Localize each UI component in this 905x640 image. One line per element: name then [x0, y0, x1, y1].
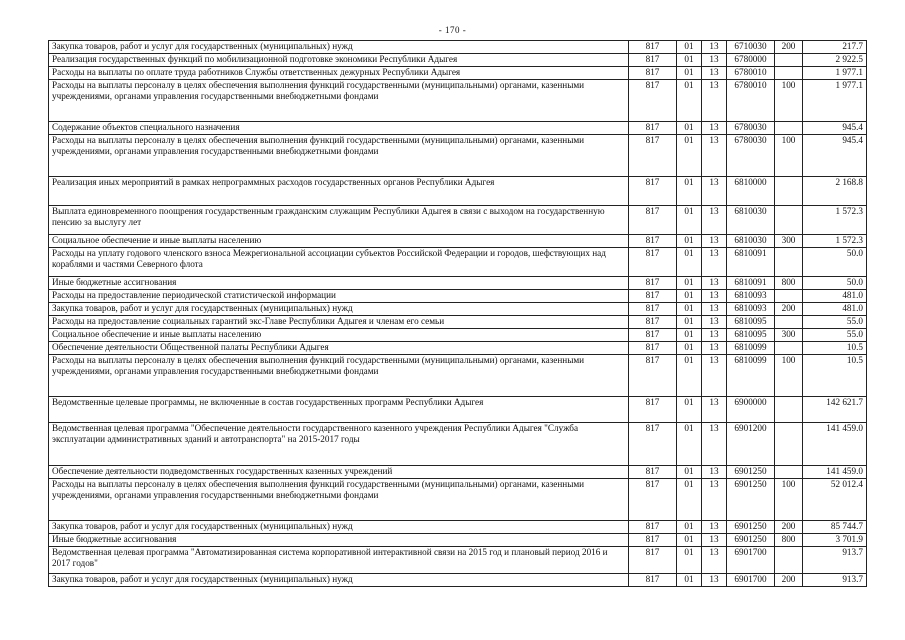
- table-row: [49, 342, 867, 355]
- section-code-cell: 01: [677, 67, 702, 80]
- subsection-code-cell: 13: [702, 423, 727, 466]
- amount-cell: 1 977.1: [803, 67, 867, 80]
- section-code-cell: 01: [677, 248, 702, 277]
- section-code-cell: 01: [677, 397, 702, 423]
- subsection-code-cell: 13: [702, 177, 727, 206]
- table-row: [49, 41, 867, 54]
- ministry-code-cell: 817: [629, 67, 677, 80]
- ministry-code-cell: 817: [629, 54, 677, 67]
- ministry-code-cell: 817: [629, 277, 677, 290]
- section-code-cell: 01: [677, 574, 702, 587]
- amount-cell: 1 977.1: [803, 80, 867, 122]
- section-code-cell: 01: [677, 521, 702, 534]
- expense-type-cell: 300: [775, 235, 803, 248]
- section-code-cell: 01: [677, 316, 702, 329]
- amount-cell: 945.4: [803, 135, 867, 177]
- table-row: [49, 235, 867, 248]
- table-row: [49, 547, 867, 574]
- amount-cell: 1 572.3: [803, 235, 867, 248]
- section-code-cell: 01: [677, 277, 702, 290]
- expense-type-cell: 800: [775, 277, 803, 290]
- ministry-code-cell: 817: [629, 355, 677, 397]
- item-name-cell: Расходы на выплаты персоналу в целях обеспечения выполнения функций государственными (муниципальными) органами, казенными учреждениями, органами управления государственными внебюджетными фондами: [49, 355, 629, 397]
- table-row: [49, 54, 867, 67]
- item-name-cell: Закупка товаров, работ и услуг для государственных (муниципальных) нужд: [49, 303, 629, 316]
- item-name-cell: Содержание объектов специального назначения: [49, 122, 629, 135]
- section-code-cell: 01: [677, 41, 702, 54]
- subsection-code-cell: 13: [702, 479, 727, 521]
- subsection-code-cell: 13: [702, 355, 727, 397]
- expense-type-cell: [775, 248, 803, 277]
- amount-cell: 913.7: [803, 547, 867, 574]
- item-name-cell: Обеспечение деятельности подведомственных государственных казенных учреждений: [49, 466, 629, 479]
- target-article-cell: 6901700: [727, 574, 775, 587]
- page-number: - 170 -: [438, 25, 467, 35]
- item-name-cell: Расходы на выплаты персоналу в целях обеспечения выполнения функций государственными (муниципальными) органами, казенными учреждениями, органами управления государственными внебюджетными фондами: [49, 80, 629, 122]
- amount-cell: 10.5: [803, 342, 867, 355]
- subsection-code-cell: 13: [702, 206, 727, 235]
- subsection-code-cell: 13: [702, 574, 727, 587]
- item-name-cell: Выплата единовременного поощрения государственным гражданским служащим Республики Адыгея в связи с выходом на государственную пенсию за выслугу лет: [49, 206, 629, 235]
- table-row: [49, 122, 867, 135]
- expense-type-cell: [775, 122, 803, 135]
- amount-cell: 481.0: [803, 290, 867, 303]
- section-code-cell: 01: [677, 206, 702, 235]
- item-name-cell: Обеспечение деятельности Общественной палаты Республики Адыгея: [49, 342, 629, 355]
- section-code-cell: 01: [677, 534, 702, 547]
- ministry-code-cell: 817: [629, 397, 677, 423]
- subsection-code-cell: 13: [702, 54, 727, 67]
- ministry-code-cell: 817: [629, 206, 677, 235]
- expense-type-cell: 100: [775, 355, 803, 397]
- subsection-code-cell: 13: [702, 290, 727, 303]
- expense-type-cell: [775, 290, 803, 303]
- subsection-code-cell: 13: [702, 316, 727, 329]
- table-body: [49, 41, 867, 587]
- ministry-code-cell: 817: [629, 342, 677, 355]
- table-row: [49, 423, 867, 466]
- expense-type-cell: [775, 206, 803, 235]
- target-article-cell: 6780010: [727, 80, 775, 122]
- item-name-cell: Расходы на уплату годового членского взноса Межрегиональной ассоциации субъектов Российской Федерации и городов, шефствующих над кораблями и частями Северного флота: [49, 248, 629, 277]
- table-row: [49, 135, 867, 177]
- expense-type-cell: 100: [775, 479, 803, 521]
- subsection-code-cell: 13: [702, 534, 727, 547]
- ministry-code-cell: 817: [629, 329, 677, 342]
- expense-type-cell: [775, 547, 803, 574]
- amount-cell: 913.7: [803, 574, 867, 587]
- target-article-cell: 6710030: [727, 41, 775, 54]
- subsection-code-cell: 13: [702, 521, 727, 534]
- target-article-cell: 6780030: [727, 122, 775, 135]
- subsection-code-cell: 13: [702, 67, 727, 80]
- ministry-code-cell: 817: [629, 80, 677, 122]
- expense-type-cell: [775, 67, 803, 80]
- ministry-code-cell: 817: [629, 290, 677, 303]
- item-name-cell: Социальное обеспечение и иные выплаты населению: [49, 329, 629, 342]
- item-name-cell: Закупка товаров, работ и услуг для государственных (муниципальных) нужд: [49, 521, 629, 534]
- table-row: [49, 277, 867, 290]
- target-article-cell: 6810093: [727, 303, 775, 316]
- expense-type-cell: 200: [775, 303, 803, 316]
- subsection-code-cell: 13: [702, 122, 727, 135]
- table-row: [49, 466, 867, 479]
- table-row: [49, 521, 867, 534]
- ministry-code-cell: 817: [629, 316, 677, 329]
- target-article-cell: 6780000: [727, 54, 775, 67]
- target-article-cell: 6780010: [727, 67, 775, 80]
- expense-type-cell: 800: [775, 534, 803, 547]
- table-row: [49, 329, 867, 342]
- item-name-cell: Расходы на выплаты персоналу в целях обеспечения выполнения функций государственными (муниципальными) органами, казенными учреждениями, органами управления государственными внебюджетными фондами: [49, 135, 629, 177]
- section-code-cell: 01: [677, 303, 702, 316]
- target-article-cell: 6810030: [727, 206, 775, 235]
- ministry-code-cell: 817: [629, 135, 677, 177]
- target-article-cell: 6810095: [727, 329, 775, 342]
- expense-type-cell: 100: [775, 135, 803, 177]
- target-article-cell: 6900000: [727, 397, 775, 423]
- item-name-cell: Социальное обеспечение и иные выплаты населению: [49, 235, 629, 248]
- target-article-cell: 6810030: [727, 235, 775, 248]
- expense-type-cell: [775, 54, 803, 67]
- amount-cell: 141 459.0: [803, 423, 867, 466]
- subsection-code-cell: 13: [702, 342, 727, 355]
- subsection-code-cell: 13: [702, 80, 727, 122]
- target-article-cell: 6901250: [727, 521, 775, 534]
- amount-cell: 945.4: [803, 122, 867, 135]
- subsection-code-cell: 13: [702, 466, 727, 479]
- item-name-cell: Реализация иных мероприятий в рамках непрограммных расходов государственных органов Республики Адыгея: [49, 177, 629, 206]
- item-name-cell: Закупка товаров, работ и услуг для государственных (муниципальных) нужд: [49, 574, 629, 587]
- ministry-code-cell: 817: [629, 423, 677, 466]
- table-row: [49, 397, 867, 423]
- item-name-cell: Ведомственная целевая программа "Автоматизированная система корпоративной интерактивной связи на 2015 год и плановый период 2016 и 2017 годов": [49, 547, 629, 574]
- amount-cell: 481.0: [803, 303, 867, 316]
- amount-cell: 3 701.9: [803, 534, 867, 547]
- section-code-cell: 01: [677, 466, 702, 479]
- amount-cell: 10.5: [803, 355, 867, 397]
- ministry-code-cell: 817: [629, 235, 677, 248]
- item-name-cell: Расходы на предоставление социальных гарантий экс-Главе Республики Адыгея и членам его семьи: [49, 316, 629, 329]
- item-name-cell: Расходы на предоставление периодической статистической информации: [49, 290, 629, 303]
- item-name-cell: Реализация государственных функций по мобилизационной подготовке экономики Республики Адыгея: [49, 54, 629, 67]
- ministry-code-cell: 817: [629, 303, 677, 316]
- table-row: [49, 67, 867, 80]
- target-article-cell: 6780030: [727, 135, 775, 177]
- section-code-cell: 01: [677, 479, 702, 521]
- subsection-code-cell: 13: [702, 303, 727, 316]
- table-row: [49, 303, 867, 316]
- amount-cell: 142 621.7: [803, 397, 867, 423]
- subsection-code-cell: 13: [702, 547, 727, 574]
- section-code-cell: 01: [677, 547, 702, 574]
- table-row: [49, 316, 867, 329]
- table-row: [49, 355, 867, 397]
- table-row: [49, 177, 867, 206]
- expense-type-cell: [775, 397, 803, 423]
- expense-type-cell: [775, 316, 803, 329]
- table-row: [49, 248, 867, 277]
- item-name-cell: Иные бюджетные ассигнования: [49, 534, 629, 547]
- table-row: [49, 206, 867, 235]
- expense-type-cell: 300: [775, 329, 803, 342]
- table-row: [49, 574, 867, 587]
- target-article-cell: 6901250: [727, 479, 775, 521]
- expense-type-cell: 200: [775, 521, 803, 534]
- table-row: [49, 534, 867, 547]
- amount-cell: 50.0: [803, 248, 867, 277]
- amount-cell: 217.7: [803, 41, 867, 54]
- expense-type-cell: [775, 177, 803, 206]
- item-name-cell: Ведомственная целевая программа "Обеспечение деятельности государственного казенного учреждения Республики Адыгея "Служба эксплуатации административных зданий и автотранспорта" на 2015-2017 годы: [49, 423, 629, 466]
- section-code-cell: 01: [677, 329, 702, 342]
- ministry-code-cell: 817: [629, 122, 677, 135]
- target-article-cell: 6901700: [727, 547, 775, 574]
- amount-cell: 85 744.7: [803, 521, 867, 534]
- amount-cell: 55.0: [803, 316, 867, 329]
- expense-type-cell: [775, 342, 803, 355]
- subsection-code-cell: 13: [702, 277, 727, 290]
- item-name-cell: Закупка товаров, работ и услуг для государственных (муниципальных) нужд: [49, 41, 629, 54]
- amount-cell: 141 459.0: [803, 466, 867, 479]
- target-article-cell: 6810091: [727, 277, 775, 290]
- table-row: [49, 80, 867, 122]
- ministry-code-cell: 817: [629, 177, 677, 206]
- subsection-code-cell: 13: [702, 329, 727, 342]
- ministry-code-cell: 817: [629, 521, 677, 534]
- amount-cell: 55.0: [803, 329, 867, 342]
- target-article-cell: 6810099: [727, 355, 775, 397]
- section-code-cell: 01: [677, 80, 702, 122]
- expense-type-cell: 200: [775, 574, 803, 587]
- target-article-cell: 6810000: [727, 177, 775, 206]
- section-code-cell: 01: [677, 54, 702, 67]
- item-name-cell: Иные бюджетные ассигнования: [49, 277, 629, 290]
- section-code-cell: 01: [677, 290, 702, 303]
- item-name-cell: Расходы на выплаты по оплате труда работников Службы ответственных дежурных Республики Адыгея: [49, 67, 629, 80]
- budget-table: [48, 40, 867, 587]
- section-code-cell: 01: [677, 235, 702, 248]
- ministry-code-cell: 817: [629, 547, 677, 574]
- table-row: [49, 290, 867, 303]
- section-code-cell: 01: [677, 135, 702, 177]
- subsection-code-cell: 13: [702, 397, 727, 423]
- ministry-code-cell: 817: [629, 479, 677, 521]
- section-code-cell: 01: [677, 177, 702, 206]
- ministry-code-cell: 817: [629, 248, 677, 277]
- ministry-code-cell: 817: [629, 574, 677, 587]
- target-article-cell: 6810093: [727, 290, 775, 303]
- target-article-cell: 6901200: [727, 423, 775, 466]
- item-name-cell: Ведомственные целевые программы, не включенные в состав государственных программ Республики Адыгея: [49, 397, 629, 423]
- amount-cell: 1 572.3: [803, 206, 867, 235]
- subsection-code-cell: 13: [702, 135, 727, 177]
- target-article-cell: 6901250: [727, 534, 775, 547]
- amount-cell: 52 012.4: [803, 479, 867, 521]
- subsection-code-cell: 13: [702, 235, 727, 248]
- amount-cell: 2 168.8: [803, 177, 867, 206]
- subsection-code-cell: 13: [702, 41, 727, 54]
- expense-type-cell: [775, 423, 803, 466]
- target-article-cell: 6901250: [727, 466, 775, 479]
- amount-cell: 50.0: [803, 277, 867, 290]
- target-article-cell: 6810099: [727, 342, 775, 355]
- ministry-code-cell: 817: [629, 534, 677, 547]
- table-row: [49, 479, 867, 521]
- section-code-cell: 01: [677, 423, 702, 466]
- section-code-cell: 01: [677, 122, 702, 135]
- expense-type-cell: 200: [775, 41, 803, 54]
- target-article-cell: 6810095: [727, 316, 775, 329]
- amount-cell: 2 922.5: [803, 54, 867, 67]
- ministry-code-cell: 817: [629, 41, 677, 54]
- subsection-code-cell: 13: [702, 248, 727, 277]
- target-article-cell: 6810091: [727, 248, 775, 277]
- item-name-cell: Расходы на выплаты персоналу в целях обеспечения выполнения функций государственными (муниципальными) органами, казенными учреждениями, органами управления государственными внебюджетными фондами: [49, 479, 629, 521]
- section-code-cell: 01: [677, 355, 702, 397]
- section-code-cell: 01: [677, 342, 702, 355]
- ministry-code-cell: 817: [629, 466, 677, 479]
- expense-type-cell: [775, 466, 803, 479]
- expense-type-cell: 100: [775, 80, 803, 122]
